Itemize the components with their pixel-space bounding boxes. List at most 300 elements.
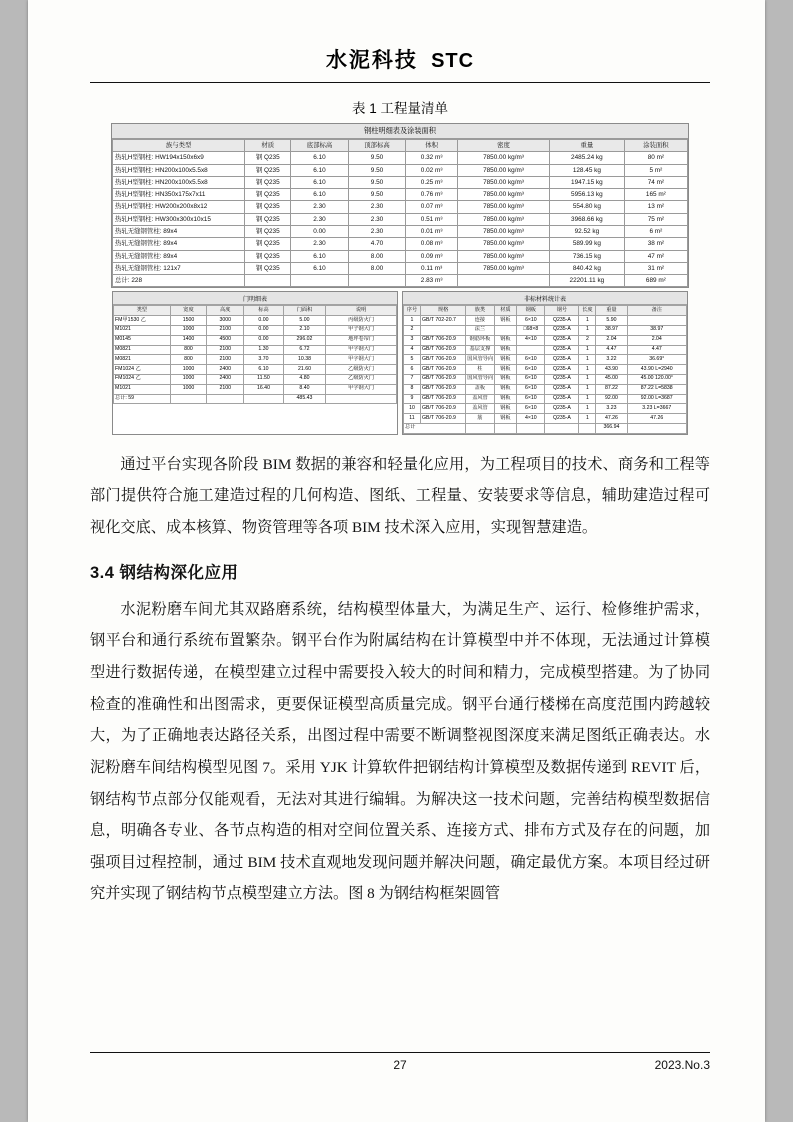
cell: 0.01 m³	[406, 225, 458, 237]
steel-col-4: 体积	[406, 140, 458, 152]
cell: 6.10	[291, 262, 349, 274]
cell: 43.90 L=2940	[627, 365, 687, 375]
cell: 热轧H型钢柱: HW300x300x10x15	[113, 213, 245, 225]
cell: 10	[404, 404, 421, 414]
material-table-header-row	[404, 306, 687, 316]
cell: 0.00	[244, 316, 284, 326]
secondary-tables-row	[112, 291, 688, 434]
cell: FM1024 乙	[114, 365, 171, 375]
cell: 0.32 m³	[406, 152, 458, 164]
table-row	[113, 238, 688, 250]
cell: 21.60	[283, 365, 325, 375]
cell: 钢 Q235	[245, 189, 291, 201]
door-col-5: 说明	[326, 306, 397, 316]
cell: 47 m²	[624, 250, 687, 262]
cell: 钢板	[494, 345, 517, 355]
cell: 钢板	[494, 374, 517, 384]
cell: 热轧无缝钢管柱: 89x4	[113, 225, 245, 237]
cell: 盖板	[466, 384, 494, 394]
steel-column-schedule	[111, 123, 689, 288]
cell: 热轧H型钢柱: HN200x100x5.5x8	[113, 164, 245, 176]
cell: 2100	[207, 325, 244, 335]
cell: 热轧无缝钢管柱: 89x4	[113, 238, 245, 250]
cell: 热轧H型钢柱: HN350x175x7x11	[113, 189, 245, 201]
cell: 1	[579, 394, 596, 404]
steel-col-1: 材质	[245, 140, 291, 152]
cell: 2100	[207, 345, 244, 355]
cell: 钢 Q235	[245, 250, 291, 262]
cell: 296.02	[283, 335, 325, 345]
table-row	[404, 345, 687, 355]
steel-col-2: 底部标高	[291, 140, 349, 152]
cell: Q235-A	[545, 394, 579, 404]
cell: 8	[404, 384, 421, 394]
cell: 7850.00 kg/m³	[458, 152, 550, 164]
cell: GB/T 706-20.9	[420, 414, 465, 424]
cell: GB/T 706-20.9	[420, 355, 465, 365]
cell: 16.40	[244, 384, 284, 394]
cell: 盖风管	[466, 394, 494, 404]
cell: 2.30	[348, 201, 406, 213]
cell: 7850.00 kg/m³	[458, 213, 550, 225]
cell: 7850.00 kg/m³	[458, 201, 550, 213]
cell: 甲字钢大门	[326, 345, 397, 355]
cell: 1	[579, 316, 596, 326]
table-row	[114, 335, 397, 345]
mat-col-5: 钢号	[545, 306, 579, 316]
cell	[517, 345, 545, 355]
steel-table-total-row	[113, 275, 688, 287]
document-page	[28, 0, 765, 1122]
steel-col-0: 族与类型	[113, 140, 245, 152]
cell: 钢板	[494, 365, 517, 375]
cell: 基层支撑	[466, 345, 494, 355]
cell	[207, 394, 244, 404]
cell: 7850.00 kg/m³	[458, 176, 550, 188]
door-table-header-row	[114, 306, 397, 316]
steel-col-3: 顶部标高	[348, 140, 406, 152]
cell: 6×10	[517, 365, 545, 375]
cell: 0.02 m³	[406, 164, 458, 176]
cell: 9.50	[348, 189, 406, 201]
cell: 1000	[170, 325, 207, 335]
cell: 9.50	[348, 164, 406, 176]
door-col-2: 高度	[207, 306, 244, 316]
cell: 2400	[207, 365, 244, 375]
cell: 3968.66 kg	[550, 213, 625, 225]
cell: 5	[404, 355, 421, 365]
cell: 4×10	[517, 335, 545, 345]
table-row	[113, 225, 688, 237]
table-caption: 表 1 工程量清单	[351, 101, 448, 116]
cell: 2.10	[283, 325, 325, 335]
cell: 1	[579, 365, 596, 375]
cell: 1	[579, 345, 596, 355]
cell: 4.70	[348, 238, 406, 250]
table-row	[113, 213, 688, 225]
cell	[420, 325, 465, 335]
cell: 热轧无缝钢管柱: 121x7	[113, 262, 245, 274]
footer-divider	[90, 1052, 710, 1053]
cell	[170, 394, 207, 404]
cell: 2100	[207, 384, 244, 394]
cell: 6.10	[244, 365, 284, 375]
cell: M1021	[114, 384, 171, 394]
door-col-1: 宽度	[170, 306, 207, 316]
cell: FM甲1530 乙	[114, 316, 171, 326]
cell: 4.80	[283, 374, 325, 384]
cell: 钢 Q235	[245, 213, 291, 225]
cell: 钢板	[494, 384, 517, 394]
cell: 554.80 kg	[550, 201, 625, 213]
cell: 38.97	[596, 325, 627, 335]
cell: 8.00	[348, 262, 406, 274]
table-row	[404, 335, 687, 345]
cell: GB/T 706-20.9	[420, 374, 465, 384]
cell: GB/T 706-20.9	[420, 394, 465, 404]
cell: 筋	[466, 414, 494, 424]
cell: 87.22	[596, 384, 627, 394]
cell: 钢板	[494, 404, 517, 414]
cell: 4	[404, 345, 421, 355]
cell: 3.70	[244, 355, 284, 365]
table-row	[114, 345, 397, 355]
cell: 国风管导向	[466, 374, 494, 384]
cell: 6.10	[291, 164, 349, 176]
steel-table-header-row	[113, 140, 688, 152]
cell	[466, 423, 494, 433]
table-row	[113, 164, 688, 176]
cell: 甲子钢大门	[326, 325, 397, 335]
cell: 38 m²	[624, 238, 687, 250]
cell	[545, 423, 579, 433]
cell: 热轧H型钢柱: HW194x150x6x9	[113, 152, 245, 164]
nonstandard-material-schedule	[402, 291, 688, 434]
table-row	[404, 325, 687, 335]
cell: 2	[579, 335, 596, 345]
table-row	[404, 404, 687, 414]
cell: 13 m²	[624, 201, 687, 213]
cell: 4500	[207, 335, 244, 345]
cell	[326, 394, 397, 404]
cell: 3000	[207, 316, 244, 326]
cell	[517, 423, 545, 433]
cell: 0.09 m³	[406, 250, 458, 262]
cell: 0.11 m³	[406, 262, 458, 274]
cell: 3.23 L=3667	[627, 404, 687, 414]
cell	[245, 275, 291, 287]
cell: GB/T 706-20.9	[420, 404, 465, 414]
mat-col-7: 重量	[596, 306, 627, 316]
cell: GB/T 706-20.9	[420, 365, 465, 375]
table-row	[114, 316, 397, 326]
door-col-0: 类型	[114, 306, 171, 316]
cell: Q235-A	[545, 374, 579, 384]
cell: M0145	[114, 335, 171, 345]
cell: 2.30	[291, 238, 349, 250]
cell: 钢 Q235	[245, 262, 291, 274]
cell: 9	[404, 394, 421, 404]
cell: Q235-A	[545, 316, 579, 326]
cell: 1500	[170, 316, 207, 326]
table-row	[114, 374, 397, 384]
mat-col-4: 钢板	[517, 306, 545, 316]
cell: 1	[579, 404, 596, 414]
total-weight: 22201.11 kg	[550, 275, 625, 287]
cell: 45.00 120.00°	[627, 374, 687, 384]
cell: 92.00 L=3687	[627, 394, 687, 404]
table-row	[114, 355, 397, 365]
cell: 1000	[170, 374, 207, 384]
cell: Q235-A	[545, 355, 579, 365]
cell: GB/T 702-20.7	[420, 316, 465, 326]
cell: 11.50	[244, 374, 284, 384]
cell: 800	[170, 355, 207, 365]
cell: 0.07 m³	[406, 201, 458, 213]
cell: 钢 Q235	[245, 152, 291, 164]
cell	[494, 325, 517, 335]
journal-title-cn: 水泥科技	[325, 48, 418, 72]
door-schedule	[112, 291, 398, 434]
cell: 2400	[207, 374, 244, 384]
material-table	[403, 305, 687, 433]
total-area: 689 m²	[624, 275, 687, 287]
cell: 1000	[170, 365, 207, 375]
cell: 1	[579, 374, 596, 384]
table-row	[404, 414, 687, 424]
cell: 7850.00 kg/m³	[458, 189, 550, 201]
steel-table	[112, 139, 688, 287]
cell: 9.50	[348, 152, 406, 164]
cell: 4.47	[627, 345, 687, 355]
cell: 47.26	[627, 414, 687, 424]
cell: 钢板	[494, 316, 517, 326]
mat-col-1: 规格	[420, 306, 465, 316]
cell: 1.30	[244, 345, 284, 355]
cell: GB/T 706-20.9	[420, 384, 465, 394]
page-number: 27	[393, 1058, 407, 1072]
cell: 10.38	[283, 355, 325, 365]
cell: 6×10	[517, 316, 545, 326]
cell: 9.50	[348, 176, 406, 188]
door-col-4: 门面积	[283, 306, 325, 316]
cell: 2485.24 kg	[550, 152, 625, 164]
table-row	[404, 374, 687, 384]
total-label: 总计	[404, 423, 466, 433]
cell: 钢 Q235	[245, 176, 291, 188]
cell: 1	[579, 384, 596, 394]
journal-title-en: STC	[431, 50, 475, 72]
cell: 128.45 kg	[550, 164, 625, 176]
cell: 7850.00 kg/m³	[458, 225, 550, 237]
cell: 11	[404, 414, 421, 424]
door-table-band: 门明细表	[113, 292, 397, 305]
mat-col-8: 备注	[627, 306, 687, 316]
page-content	[90, 0, 710, 1122]
cell: 连接	[466, 316, 494, 326]
cell: 法兰	[466, 325, 494, 335]
cell: 2.04	[596, 335, 627, 345]
table-row	[404, 384, 687, 394]
cell: 6.10	[291, 250, 349, 262]
cell: 0.00	[244, 325, 284, 335]
door-col-3: 标高	[244, 306, 284, 316]
table-row	[404, 394, 687, 404]
cell: 8.40	[283, 384, 325, 394]
cell: 0.08 m³	[406, 238, 458, 250]
cell: 6×10	[517, 384, 545, 394]
table-row	[404, 365, 687, 375]
cell: 1	[579, 355, 596, 365]
cell: 45.00	[596, 374, 627, 384]
cell: 0.76 m³	[406, 189, 458, 201]
steel-table-band: 钢柱明细表及涂装面积	[112, 124, 688, 139]
steel-col-5: 密度	[458, 140, 550, 152]
cell: 8.00	[348, 250, 406, 262]
cell: 2.30	[348, 213, 406, 225]
total-label: 总计: 59	[114, 394, 171, 404]
cell	[579, 423, 596, 433]
cell	[627, 423, 687, 433]
table-row	[114, 384, 397, 394]
paragraph-1: 通过平台实现各阶段 BIM 数据的兼容和轻量化应用，为工程项目的技术、商务和工程等部门提供符合施工建造过程的几何构造、图纸、工程量、安装要求等信息，辅助建造过程可视化交底、成本核算、物资管理等各项 BIM 技术深入应用，实现智慧建造。	[90, 455, 710, 536]
cell: 74 m²	[624, 176, 687, 188]
cell: 6.10	[291, 189, 349, 201]
total-value: 366.94	[596, 423, 627, 433]
total-volume: 2.83 m³	[406, 275, 458, 287]
cell: 2	[404, 325, 421, 335]
cell: 47.26	[596, 414, 627, 424]
cell: 7850.00 kg/m³	[458, 238, 550, 250]
cell: 甲字钢大门	[326, 355, 397, 365]
cell: GB/T 706-20.9	[420, 335, 465, 345]
cell: 4×10	[517, 414, 545, 424]
cell: 6×10	[517, 355, 545, 365]
paragraph-2: 水泥粉磨车间尤其双路磨系统，结构模型体量大，为满足生产、运行、检修维护需求，钢平台和通行系统布置繁杂。钢平台作为附属结构在计算模型中并不体现，无法通过计算模型进行数据传递，在模型建立过程中需要投入较大的时间和精力，完成模型搭建。为了协同检查的准确性和出图需求，更要保证模型高质量完成。钢平台通行楼梯在高度范围内跨越较大，为了正确地表达路径关系，出图过程中需要不断调整视图深度来满足图纸正确表达。水泥粉磨车间结构模型见图 7。采用 YJK 计算软件把钢结构计算模型及数据传递到 REVIT 后，钢结构节点部分仅能观看，无法对其进行编辑。为解决这一技术问题，完善结构模型数据信息，明确各专业、各节点构造的相对空间位置关系、连接方式、排布方式及存在的问题，加强项目过程控制，通过 BIM 技术直观地发现问题并解决问题，确定最优方案。本项目经过研究并实现了钢结构节点模型建立方法。图 8 为钢结构框架圆管	[90, 600, 710, 903]
cell: Q235-A	[545, 335, 579, 345]
cell: 热轧H型钢柱: HN200x100x5.5x8	[113, 176, 245, 188]
cell: 3	[404, 335, 421, 345]
cell: 热轧H型钢柱: HW200x200x8x12	[113, 201, 245, 213]
article-body	[90, 449, 710, 910]
cell: 国风管导向	[466, 355, 494, 365]
cell: 热轧无缝钢管柱: 89x4	[113, 250, 245, 262]
cell: 1947.15 kg	[550, 176, 625, 188]
table-row	[404, 355, 687, 365]
cell: 736.15 kg	[550, 250, 625, 262]
cell: 4.47	[596, 345, 627, 355]
cell	[627, 316, 687, 326]
header-divider	[90, 82, 710, 83]
journal-header	[90, 0, 710, 74]
cell: Q235-A	[545, 365, 579, 375]
door-table-total-row	[114, 394, 397, 404]
cell: M1021	[114, 325, 171, 335]
cell: 钢 Q235	[245, 238, 291, 250]
cell: 92.00	[596, 394, 627, 404]
cell: 2.30	[291, 213, 349, 225]
cell: 0.00	[291, 225, 349, 237]
cell: 盖风管	[466, 404, 494, 414]
cell: Q235-A	[545, 384, 579, 394]
table-row	[114, 325, 397, 335]
cell: 36.69°	[627, 355, 687, 365]
table-row	[113, 152, 688, 164]
cell: 0.51 m³	[406, 213, 458, 225]
cell: 钢 Q235	[245, 164, 291, 176]
cell: 甲字钢大门	[326, 384, 397, 394]
cell: 2100	[207, 355, 244, 365]
material-table-total-row	[404, 423, 687, 433]
mat-col-6: 长度	[579, 306, 596, 316]
cell	[348, 275, 406, 287]
mat-col-3: 材质	[494, 306, 517, 316]
table-row	[113, 262, 688, 274]
steel-col-7: 涂装面积	[624, 140, 687, 152]
cell: 钢板	[494, 414, 517, 424]
cell: 43.90	[596, 365, 627, 375]
cell	[244, 394, 284, 404]
table-row	[113, 201, 688, 213]
mat-col-0: 序号	[404, 306, 421, 316]
cell: 0.00	[244, 335, 284, 345]
cell: 3.23	[596, 404, 627, 414]
cell: 6.10	[291, 152, 349, 164]
cell: 5956.13 kg	[550, 189, 625, 201]
cell: 1000	[170, 384, 207, 394]
cell: M0821	[114, 345, 171, 355]
cell: 3.22	[596, 355, 627, 365]
cell: 87.22 L=5838	[627, 384, 687, 394]
cell: □68×8	[517, 325, 545, 335]
cell: 钢板	[494, 394, 517, 404]
cell: 165 m²	[624, 189, 687, 201]
cell: 6	[404, 365, 421, 375]
cell: 0.25 m³	[406, 176, 458, 188]
cell: 7	[404, 374, 421, 384]
cell: FM1024 乙	[114, 374, 171, 384]
cell: 钢板	[494, 355, 517, 365]
cell	[458, 275, 550, 287]
door-table	[113, 305, 397, 404]
cell: 5.00	[283, 316, 325, 326]
material-table-band: 非标材料统计表	[403, 292, 687, 305]
cell: 7850.00 kg/m³	[458, 262, 550, 274]
cell: 6.10	[291, 176, 349, 188]
cell: 乙级防火门	[326, 374, 397, 384]
cell: Q235-A	[545, 414, 579, 424]
cell: Q235-A	[545, 404, 579, 414]
cell: 6×10	[517, 374, 545, 384]
cell: 589.99 kg	[550, 238, 625, 250]
cell: Q235-A	[545, 345, 579, 355]
cell: 6×10	[517, 394, 545, 404]
cell: 地坪卷帘门	[326, 335, 397, 345]
cell: 5 m²	[624, 164, 687, 176]
cell	[291, 275, 349, 287]
cell: 2.04	[627, 335, 687, 345]
total-value: 485.43	[283, 394, 325, 404]
table-row	[113, 176, 688, 188]
cell: 6×10	[517, 404, 545, 414]
cell: Q235-A	[545, 325, 579, 335]
cell: 钢 Q235	[245, 201, 291, 213]
cell: 38.97	[627, 325, 687, 335]
cell: 31 m²	[624, 262, 687, 274]
cell: GB/T 706-20.9	[420, 345, 465, 355]
cell: 6 m²	[624, 225, 687, 237]
table-row	[404, 316, 687, 326]
